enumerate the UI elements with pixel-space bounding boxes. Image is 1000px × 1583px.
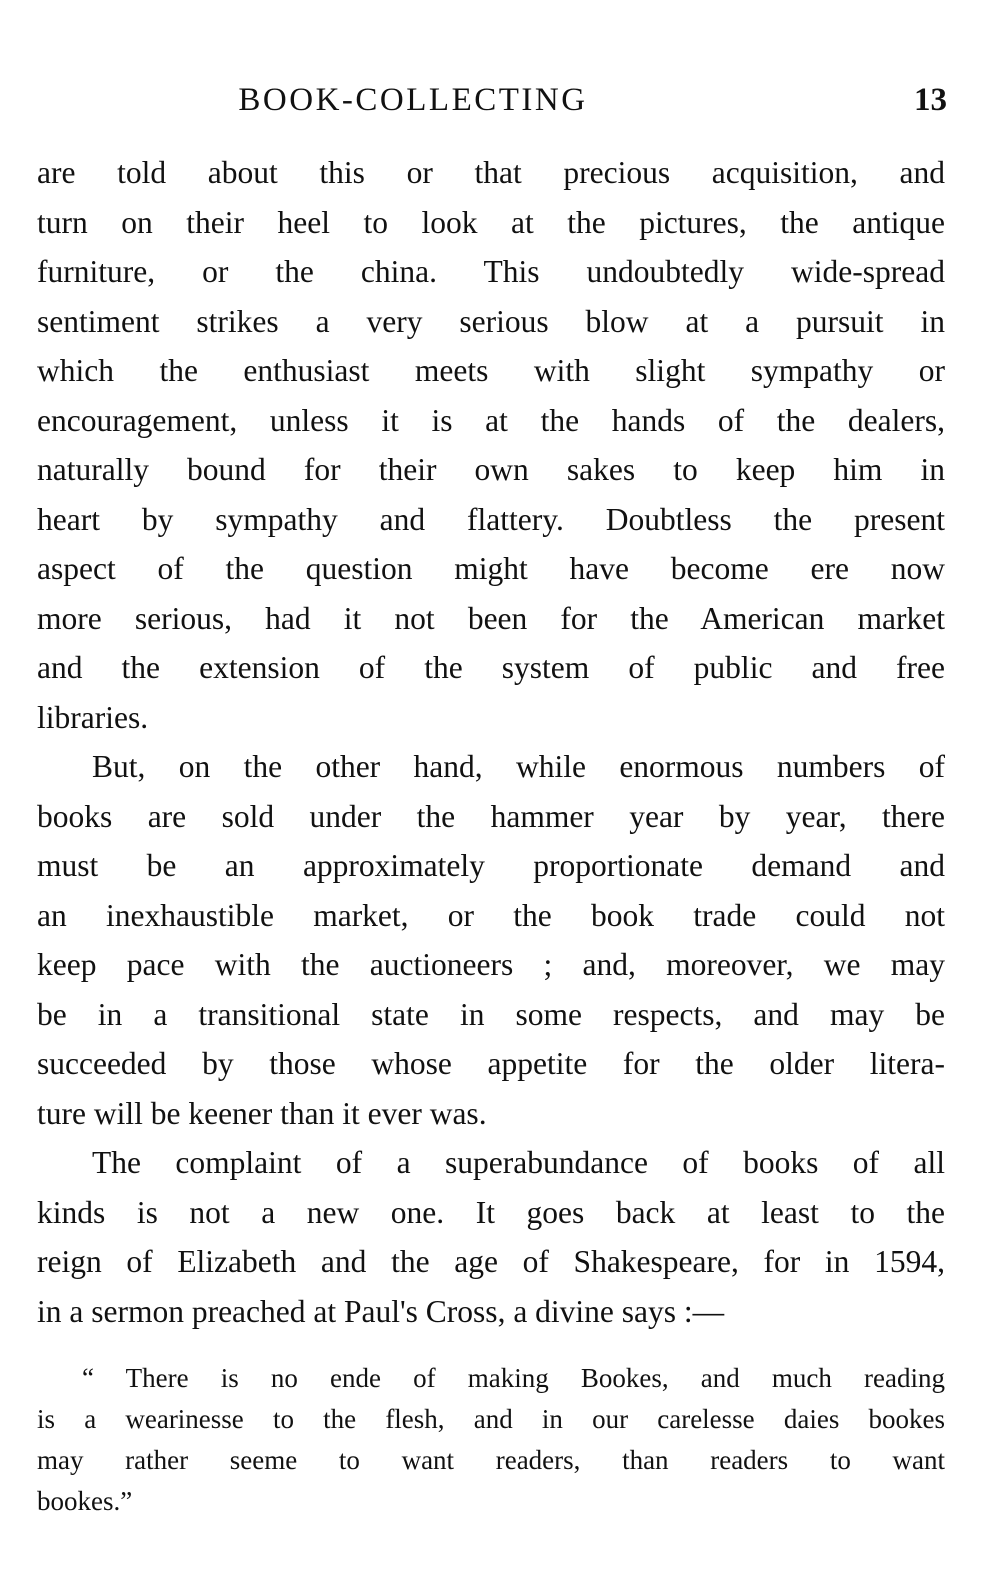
text-line: naturally bound for their own sakes to keep him in xyxy=(37,452,945,487)
text-line: be in a transitional state in some respects, and may be xyxy=(37,996,945,1032)
text-line: kinds is not a new one. It goes back at least to the xyxy=(37,1194,945,1230)
quote-line: may rather seeme to want readers, than readers to want xyxy=(37,1445,945,1475)
text-line: ture will be keener than it ever was. xyxy=(37,1095,487,1131)
text-line: must be an approximately proportionate demand and xyxy=(37,848,945,883)
text-line: more serious, had it not been for the American market xyxy=(37,600,945,636)
text-line: heart by sympathy and flattery. Doubtless the present xyxy=(37,501,945,537)
running-head xyxy=(37,78,947,122)
text-line: an inexhaustible market, or the book trade could not xyxy=(37,897,945,933)
running-title: BOOK-COLLECTING xyxy=(238,82,588,118)
text-line: aspect of the question might have become ere now xyxy=(37,551,945,586)
text-line: in a sermon preached at Paul's Cross, a divine says :— xyxy=(37,1293,725,1329)
text-line: The complaint of a superabundance of books of all xyxy=(92,1145,945,1180)
text-line: books are sold under the hammer year by year, there xyxy=(37,798,945,834)
quote-line: is a wearinesse to the flesh, and in our carelesse daies bookes xyxy=(37,1404,945,1434)
text-line: keep pace with the auctioneers ; and, moreover, we may xyxy=(37,947,945,982)
text-line: encouragement, unless it is at the hands of the dealers, xyxy=(37,402,945,438)
quote-line: “ There is no ende of making Bookes, and much reading xyxy=(82,1363,945,1393)
text-line: and the extension of the system of public and free xyxy=(37,650,945,685)
paragraph-1 xyxy=(37,148,945,742)
text-line: turn on their heel to look at the pictures, the antique xyxy=(37,204,945,240)
paragraph-2 xyxy=(37,742,945,1138)
text-line: succeeded by those whose appetite for the older litera- xyxy=(37,1046,945,1081)
text-line: sentiment strikes a very serious blow at a pursuit in xyxy=(37,303,945,339)
body-text xyxy=(37,148,945,1522)
text-line: are told about this or that precious acquisition, and xyxy=(37,155,945,190)
text-line: which the enthusiast meets with slight sympathy or xyxy=(37,353,945,388)
text-line: reign of Elizabeth and the age of Shakespeare, for in 1594, xyxy=(37,1244,945,1279)
page-number: 13 xyxy=(914,82,947,118)
text-line: furniture, or the china. This undoubtedly wide-spread xyxy=(37,254,945,289)
paragraph-3 xyxy=(37,1138,945,1336)
text-line: libraries. xyxy=(37,699,149,735)
block-quote xyxy=(37,1358,945,1522)
quote-line: bookes.” xyxy=(37,1486,133,1516)
text-line: But, on the other hand, while enormous numbers of xyxy=(92,749,945,784)
